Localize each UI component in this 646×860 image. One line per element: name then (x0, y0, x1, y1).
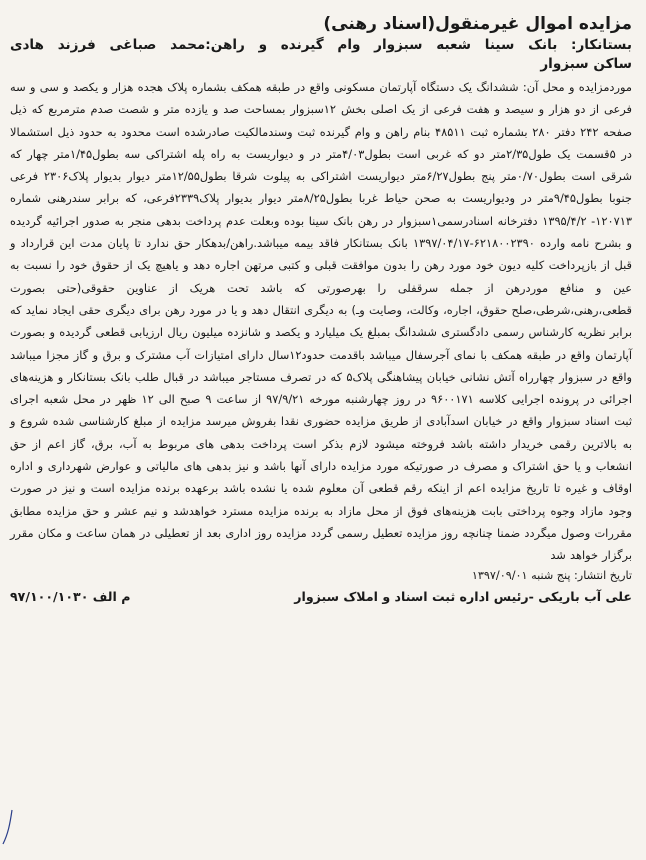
creditor-borrower-line: بستانکار: بانک سینا شعبه سبزوار وام گیرنده و راهن:محمد صباغی فرزند هادی (10, 37, 632, 53)
reference-code: م الف ۹۷/۱۰۰/۱۰۳۰ (10, 588, 131, 604)
residence-line: ساکن سبزوار (540, 56, 632, 72)
notice-body: موردمزایده و محل آن: ششدانگ یک دستگاه آپارتمان مسکونی واقع در طبقه همکف بشماره پلاک هجده هزار و یکصد و سی و سه فرعی از دو هزار و سیصد و هفت فرعی از یک اصلی بخش ۱۲سبزوار بمساحت صد و یازده متر و شصت صدم مترمربع که ذیل صفحه ۲۴۲ دفتر ۲۸۰ بشماره ثبت ۴۸۵۱۱ بنام راهن و وام گیرنده ثبت وسندمالکیت صادرشده است محدود به حدود ذیل استشمالا در ۵قسمت یک طول۲/۳۵متر دو که غربی است بطول۴/۰۳متر در و دیواریست به راه پله اشتراکی سه بطول۱/۴۵متر چهار که شرقی است بطول۰/۷۰متر پنج بطول۶/۲۷متر دیواریست اشتراکی به پیلوت شرقا بطول۱۲/۵۵متر دیوار بدیوار پلاک۲۳۰۶ فرعی جنوبا بطول۹/۴۵متر در ودیواریست به صحن حیاط غربا بطول۸/۲۵متر دیوار بدیوار پلاک۲۳۳۹فرعی، که برابر سندرهنی شماره ۱۲۰۷۱۳- ۱۳۹۵/۴/۲ دفترخانه اسنادرسمی۱سبزوار در رهن بانک سینا بوده وبعلت عدم پرداخت بدهی منجر به صدور اجرائیه گردیده و بشرح نامه وارده ۶۲۱۸۰۰۲۳۹۰-۱۳۹۷/۰۴/۱۷ بانک بستانکار فاقد بیمه میباشد.راهن/بدهکار حق ندارد تا پایان مدت این قرارداد و قبل از بازپرداخت کلیه دیون خود مورد رهن را بدون موافقت قبلی و کتبی مرتهن اجاره دهد و یاهیچ یک از حقوق خود را نسبت به عین و منافع موردرهن از جمله سرقفلی را بهرصورتی که باشد تحت هریک از عناوین حقوقی(حتی بصورت قطعی،رهنی،شرطی،صلح حقوق، اجاره، وکالت، وصایت وـ) به دیگری انتقال دهد و یا در مورد رهن برای دیگری حقی ایجاد نماید که برابر نظریه کارشناس رسمی دادگستری ششدانگ بمبلغ یک میلیارد و یکصد و شانزده میلیون ریال ارزیابی قطعی گردیده و بصورت آپارتمان واقع در طبقه همکف با نمای آجرسفال میباشد باقدمت حدود۱۲سال دارای امتیازات آب مشترک و برق و گاز مجزا میباشد واقع در سبزوار چهارراه آتش نشانی خیابان پیشاهنگی پلاک۵ که در تصرف مستاجر میباشد در قبال طلب بانک بستانکار و هزینه‌های اجرائی در پرونده اجرایی کلاسه ۹۶۰۰۱۷۱ در روز چهارشنبه مورخه ۹۷/۹/۲۱ از ساعت ۹ صبح الی ۱۲ ظهر در محل شعبه اجرای ثبت اسناد سبزوار واقع در خیابان اسدآبادی از طریق مزایده حضوری نقدا بفروش میرسد مزایده از مبلغ کارشناسی شده شروع و به بالاترین رقمی خریدار داشته باشد فروخته میشود لازم بذکر است پرداخت بدهی های مربوط به آب، برق، گاز اعم از حق انشعاب و یا حق اشتراک و مصرف در صورتیکه مورد مزایده دارای آنها باشد و نیز بدهی های مالیاتی و عوارض شهرداری و اداره اوقاف و غیره تا تاریخ مزایده اعم از اینکه رقم قطعی آن معلوم شده یا نشده باشد برعهده برنده مزایده است و نیز در صورت وجود مازاد وجوه پرداختی بابت هزینه‌های فوق از محل مازاد به برنده مزایده مسترد خواهدشد و نیم عشر و حق مزایده مطابق مقررات وصول میگردد ضمنا چنانچه روز مزایده تعطیل رسمی گردد مزایده روز اداری بعد از تعطیلی در همان ساعت و مکان مقرر برگزار خواهد شد (10, 80, 633, 563)
signer-name: علی آب باریکی -رئیس اداره ثبت اسناد و املاک سبزوار (294, 588, 632, 604)
signature-row (10, 587, 632, 607)
pen-mark-icon (0, 806, 14, 846)
publish-date: تاریخ انتشار: پنج شنبه ۱۳۹۷/۰۹/۰۱ (471, 568, 632, 582)
notice-title: مزایده اموال غیرمنقول(اسناد رهنی) (323, 14, 632, 34)
